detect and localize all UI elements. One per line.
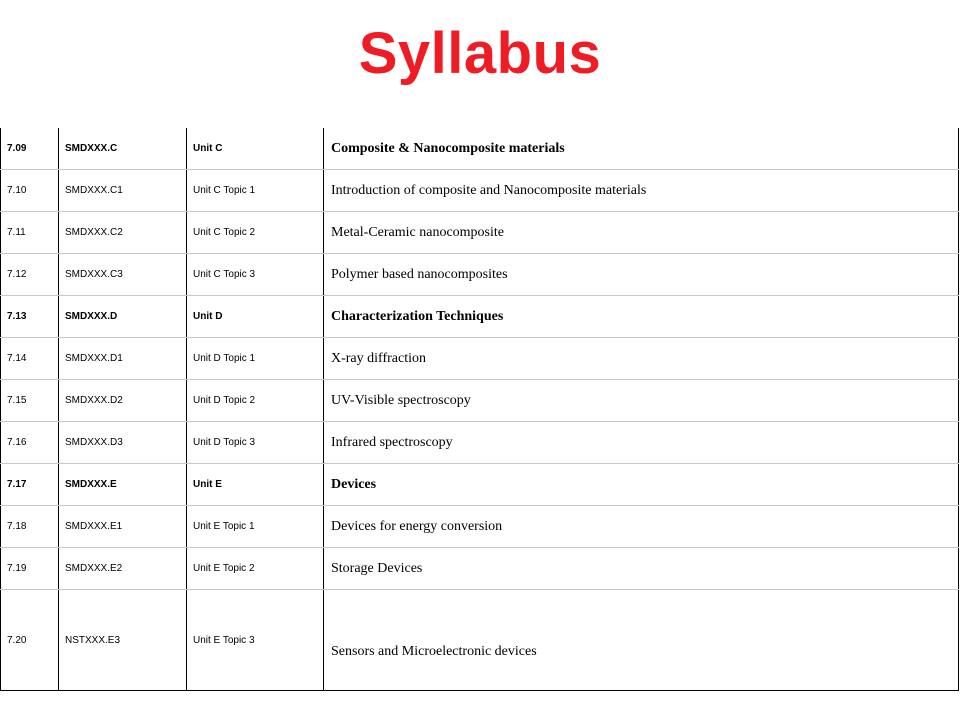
- course-code: SMDXXX.C3: [59, 254, 187, 296]
- table-row: [1, 464, 959, 506]
- course-code: SMDXXX.E1: [59, 506, 187, 548]
- table-row: [1, 506, 959, 548]
- table-row: [1, 212, 959, 254]
- table-row: [1, 296, 959, 338]
- table-row: [1, 380, 959, 422]
- course-code: SMDXXX.D1: [59, 338, 187, 380]
- topic-description: X-ray diffraction: [324, 338, 959, 380]
- course-code: SMDXXX.D3: [59, 422, 187, 464]
- course-code: SMDXXX.E2: [59, 548, 187, 590]
- item-number: 7.10: [1, 170, 59, 212]
- item-number: 7.09: [1, 128, 59, 170]
- unit-label: Unit C Topic 1: [187, 170, 324, 212]
- topic-description: Devices for energy conversion: [324, 506, 959, 548]
- table-row: [1, 170, 959, 212]
- table-row: [1, 548, 959, 590]
- topic-description: Sensors and Microelectronic devices: [324, 590, 959, 691]
- topic-description: Composite & Nanocomposite materials: [324, 128, 959, 170]
- table-row: [1, 338, 959, 380]
- topic-description: Metal-Ceramic nanocomposite: [324, 212, 959, 254]
- course-code: SMDXXX.E: [59, 464, 187, 506]
- unit-label: Unit D Topic 1: [187, 338, 324, 380]
- page-title: Syllabus: [358, 21, 602, 86]
- item-number: 7.12: [1, 254, 59, 296]
- unit-label: Unit C: [187, 128, 324, 170]
- unit-label: Unit D: [187, 296, 324, 338]
- course-code: SMDXXX.C1: [59, 170, 187, 212]
- table-row: [1, 254, 959, 296]
- topic-description: Infrared spectroscopy: [324, 422, 959, 464]
- unit-label: Unit C Topic 3: [187, 254, 324, 296]
- topic-description: Characterization Techniques: [324, 296, 959, 338]
- item-number: 7.13: [1, 296, 59, 338]
- unit-label: Unit E Topic 1: [187, 506, 324, 548]
- unit-label: Unit D Topic 3: [187, 422, 324, 464]
- topic-description: Storage Devices: [324, 548, 959, 590]
- item-number: 7.17: [1, 464, 59, 506]
- item-number: 7.20: [1, 590, 59, 691]
- item-number: 7.15: [1, 380, 59, 422]
- course-code: SMDXXX.D: [59, 296, 187, 338]
- unit-label: Unit E Topic 2: [187, 548, 324, 590]
- table-row: [1, 590, 959, 691]
- topic-description: UV-Visible spectroscopy: [324, 380, 959, 422]
- item-number: 7.18: [1, 506, 59, 548]
- item-number: 7.14: [1, 338, 59, 380]
- topic-description: Polymer based nanocomposites: [324, 254, 959, 296]
- course-code: SMDXXX.C: [59, 128, 187, 170]
- unit-label: Unit E: [187, 464, 324, 506]
- syllabus-table: [0, 128, 959, 691]
- topic-description: Devices: [324, 464, 959, 506]
- topic-description: Introduction of composite and Nanocomposite materials: [324, 170, 959, 212]
- item-number: 7.11: [1, 212, 59, 254]
- unit-label: Unit C Topic 2: [187, 212, 324, 254]
- unit-label: Unit E Topic 3: [187, 590, 324, 691]
- course-code: SMDXXX.C2: [59, 212, 187, 254]
- course-code: NSTXXX.E3: [59, 590, 187, 691]
- unit-label: Unit D Topic 2: [187, 380, 324, 422]
- table-row: [1, 128, 959, 170]
- course-code: SMDXXX.D2: [59, 380, 187, 422]
- table-row: [1, 422, 959, 464]
- item-number: 7.19: [1, 548, 59, 590]
- syllabus-table-body: [1, 128, 959, 691]
- item-number: 7.16: [1, 422, 59, 464]
